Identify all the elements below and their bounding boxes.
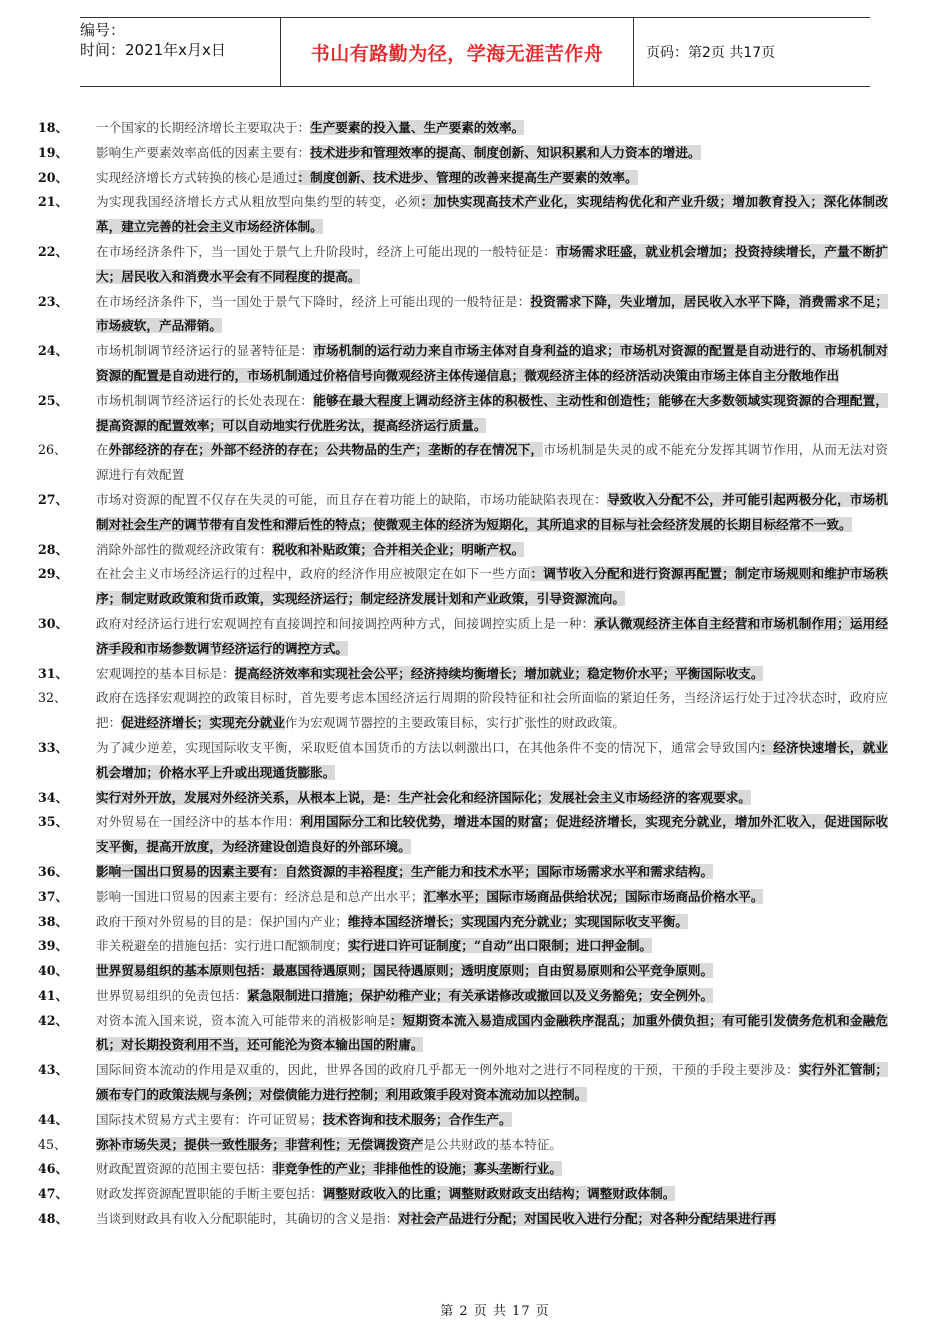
item-number: 36、: [38, 863, 69, 879]
question-text: 国际技术贸易方式主要有：许可证贸易；: [96, 1111, 323, 1127]
item-number: 20、: [38, 169, 69, 185]
answer-highlight: ：调节收入分配和进行资源再配置；制定市场规则和维护市场秩序；制定财政政策和货币政策，实现经济运行；制定经济发展计划和产业政策，引导资源流向。: [96, 566, 889, 607]
item-number: 18、: [38, 120, 69, 135]
question-text: 为实现我国经济增长方式从粗放型向集约型的转变，必须: [96, 194, 421, 210]
list-item: [38, 389, 888, 439]
question-text: 在市场经济条件下，当一国处于景气上升阶段时，经济上可能出现的一般特征是：: [96, 243, 556, 259]
answer-highlight: 技术进步和管理效率的提高、制度创新、知识积累和人力资本的增进。: [310, 144, 701, 160]
item-text: [96, 1182, 888, 1207]
header-meta: [80, 18, 280, 86]
item-text: [96, 339, 888, 389]
item-text: [96, 141, 888, 166]
answer-highlight: 利用国际分工和比较优势，增进本国的财富；促进经济增长，实现充分就业，增加外汇收入，促进国际收支平衡，提高开放度，为经济建设创造良好的外部环境。: [96, 814, 889, 855]
item-number: 44、: [38, 1111, 69, 1127]
list-item: [38, 1133, 888, 1158]
answer-highlight: 非竞争性的产业；非排他性的设施；寡头垄断行业。: [272, 1161, 562, 1177]
answer-highlight: 投资需求下降，失业增加，居民收入水平下降，消费需求不足；市场疲软，产品滞销。: [96, 293, 889, 334]
item-text: [96, 116, 888, 141]
list-item: [38, 810, 888, 860]
item-text: [96, 1133, 888, 1158]
item-number: 35、: [38, 814, 69, 830]
item-number: 24、: [38, 343, 69, 359]
question-text: 市场机制调节经济运行的长处表现在：: [96, 392, 314, 408]
item-number: 19、: [38, 144, 69, 160]
answer-highlight: 承认微观经济主体自主经营和市场机制作用；运用经济手段和市场参数调节经济运行的调控方式。: [96, 615, 889, 656]
list-item: [38, 166, 888, 191]
item-text: [96, 786, 888, 811]
item-text: [96, 686, 888, 736]
item-text: [96, 389, 888, 439]
answer-highlight: 影响一国出口贸易的因素主要有：自然资源的丰裕程度；: [96, 863, 411, 879]
list-item: [38, 959, 888, 984]
item-number: 40、: [38, 963, 69, 979]
answer-highlight: 技术咨询和技术服务；合作生产。: [322, 1111, 512, 1127]
answer-highlight: 对社会产品进行分配；对国民收入进行分配；对各种分配结果进行再: [398, 1211, 777, 1227]
question-text: 政府在选择宏观调控的政策目标时，首先要考虑本国经济运行周期的阶段特征和社会所面临的紧迫任务，当经济运行处于过冷状态时，政府应把：: [96, 690, 888, 731]
item-text: [96, 166, 888, 191]
item-text: [96, 488, 888, 538]
item-text: [96, 810, 888, 860]
item-text: [96, 662, 888, 687]
question-text: 对外贸易在一国经济中的基本作用：: [96, 814, 301, 830]
answer-highlight: 市场需求旺盛，就业机会增加；投资持续增长，产量不断扩大；居民收入和消费水平会有不同程度的提高。: [96, 243, 889, 284]
item-number: 25、: [38, 392, 69, 408]
page-header: [80, 17, 870, 87]
header-page-label: 页码：第2页 共17页: [646, 45, 776, 61]
item-number: 46、: [38, 1161, 69, 1177]
item-number: 31、: [38, 665, 69, 681]
question-text: 当谈到财政具有收入分配职能时，其确切的含义是指：: [96, 1211, 399, 1227]
header-motto: 书山有路勤为径，学海无涯苦作舟: [280, 18, 634, 86]
question-text: 国际间资本流动的作用是双重的，因此，世界各国的政府几乎都无一例外地对之进行不同程度的干预，干预的手段主要涉及：: [96, 1062, 799, 1078]
question-text: 市场对资源的配置不仅存在失灵的可能，而且存在着功能上的缺陷，市场功能缺陷表现在：: [96, 491, 608, 507]
item-text: [96, 190, 888, 240]
list-item: [38, 116, 888, 141]
item-number: 30、: [38, 615, 69, 631]
answer-highlight: ：加快实现高技术产业化，实现结构优化和产业升级；增加教育投入；深化体制改革，建立完善的社会主义市场经济体制。: [96, 194, 889, 235]
answer-highlight: ：短期资本流入易造成国内金融秩序混乱；加重外债负担；有可能引发债务危机和金融危机；对长期投资利用不当，还可能沦为资本输出国的附庸。: [96, 1012, 889, 1053]
question-text: 对资本流入国来说，资本流入可能带来的消极影响是: [96, 1012, 390, 1028]
item-text: [96, 240, 888, 290]
answer-highlight: 促进经济增长；实现充分就业: [121, 715, 285, 731]
answer-highlight: ：经济快速增长，就业机会增加；价格水平上升或出现通货膨胀。: [96, 739, 889, 780]
answer-highlight: 紧急限制进口措施；保护幼稚产业；有关承诺修改或撤回以及义务豁免；安全例外。: [247, 987, 714, 1003]
serial-label: 编号：: [80, 21, 126, 39]
item-text: [96, 736, 888, 786]
item-text: [96, 1058, 888, 1108]
item-number: 48、: [38, 1211, 69, 1227]
question-text: 为了减少逆差，实现国际收支平衡，采取贬值本国货币的方法以刺激出口，在其他条件不变的情况下，通常会导致国内: [96, 739, 761, 755]
list-item: [38, 910, 888, 935]
list-item: [38, 934, 888, 959]
answer-highlight: 提高经济效率和实现社会公平；经济持续均衡增长；增加就业；稳定物价水平；平衡国际收支。: [234, 665, 764, 681]
answer-highlight: 导致收入分配不公，并可能引起两极分化，市场机制对社会生产的调节带有自发性和滞后性的特点；使微观主体的经济为短期化，其所追求的目标与社会经济发展的长期目标经常不一致。: [96, 491, 889, 532]
question-text: 影响一国进口贸易的因素主要有：经济总是和总产出水平；: [96, 888, 424, 904]
question-text: 世界贸易组织的免责包括：: [96, 987, 248, 1003]
question-text: 财政发挥资源配置职能的手断主要包括：: [96, 1186, 323, 1202]
list-item: [38, 1207, 888, 1232]
item-text: [96, 1009, 888, 1059]
item-number: 42、: [38, 1012, 69, 1028]
item-number: 32、: [38, 690, 67, 706]
item-text: [96, 1108, 888, 1133]
list-item: [38, 860, 888, 885]
list-item: [38, 488, 888, 538]
answer-highlight: 生产能力和技术水平；国际市场需求水平和需求结构。: [410, 863, 714, 879]
item-number: 33、: [38, 739, 69, 755]
answer-highlight: 能够在最大程度上调动经济主体的积极性、主动性和创造性；能够在大多数领域实现资源的合理配置，提高资源的配置效率；可以自动地实行优胜劣汰，提高经济运行质量。: [96, 392, 889, 433]
list-item: [38, 240, 888, 290]
item-text: [96, 860, 888, 885]
list-item: [38, 290, 888, 340]
question-text: 影响生产要素效率高低的因素主要有：: [96, 144, 311, 160]
list-item: [38, 786, 888, 811]
item-number: 37、: [38, 888, 69, 904]
item-text: [96, 959, 888, 984]
answer-highlight: 实行外汇管制；颁布专门的政策法规与条例；对偿债能力进行控制；利用政策手段对资本流动加以控制。: [96, 1062, 889, 1103]
list-item: [38, 1009, 888, 1059]
question-text: 政府对经济运行进行宏观调控有直接调控和间接调控两种方式，间接调控实质上是一种：: [96, 615, 595, 631]
list-item: [38, 141, 888, 166]
answer-highlight: 市场机制的运行动力来自市场主体对自身利益的追求；市场机对资源的配置是自动进行的、市场机制对资源的配置是自动进行的，市场机制通过价格信号向微观经济主体传递信息；微观经济主体的经济活动决策由市场主体自主分散地作出: [96, 343, 889, 383]
list-item: [38, 686, 888, 736]
item-number: 34、: [38, 789, 69, 805]
question-text: 宏观调控的基本目标是：: [96, 665, 235, 681]
list-item: [38, 1182, 888, 1207]
question-text: 政府干预对外贸易的目的是：保护国内产业；: [96, 913, 348, 929]
question-text: 在: [96, 442, 109, 458]
item-text: [96, 538, 888, 563]
item-text: [96, 290, 888, 340]
answer-highlight: 维持本国经济增长；实现国内充分就业；实现国际收支平衡。: [347, 913, 688, 929]
question-text: 消除外部性的微观经济政策有：: [96, 541, 273, 557]
item-text: [96, 1207, 888, 1232]
item-number: 43、: [38, 1062, 69, 1078]
answer-highlight: 实行对外开放，发展对外经济关系，从根本上说，是：生产社会化和经济国际化；发展社会主义市场经济的客观要求。: [96, 789, 751, 805]
list-item: [38, 612, 888, 662]
list-item: [38, 538, 888, 563]
item-text: [96, 562, 888, 612]
item-text: [96, 612, 888, 662]
page-footer: 第 2 页 共 17 页: [440, 1304, 550, 1319]
list-item: [38, 984, 888, 1009]
item-text: [96, 934, 888, 959]
question-text: 市场机制是失灵的或不能充分发挥其调节作用，从而无法对资源进行有效配置: [96, 442, 889, 483]
answer-highlight: 税收和补贴政策；合并相关企业；明晰产权。: [272, 541, 525, 557]
answer-highlight: 弥补市场失灵；提供一致性服务；非营利性；无偿调拨资产: [96, 1136, 424, 1152]
question-text: 在市场经济条件下，当一国处于景气下降时，经济上可能出现的一般特征是：: [96, 293, 531, 309]
item-number: 39、: [38, 938, 69, 954]
item-number: 28、: [38, 541, 69, 557]
answer-highlight: 汇率水平；国际市场商品供给状况；国际市场商品价格水平。: [423, 888, 764, 904]
item-number: 21、: [38, 194, 69, 210]
list-item: [38, 1108, 888, 1133]
list-item: [38, 662, 888, 687]
item-number: 23、: [38, 293, 69, 309]
list-item: [38, 1058, 888, 1108]
list-item: [38, 885, 888, 910]
answer-highlight: 世界贸易组织的基本原则包括：最惠国待遇原则；国民待遇原则；透明度原则；自由贸易原则和公平竞争原则。: [96, 963, 714, 979]
question-text: 在社会主义市场经济运行的过程中，政府的经济作用应被限定在如下一些方面: [96, 566, 531, 582]
question-text: 一个国家的长期经济增长主要取决于：: [96, 120, 311, 135]
item-number: 47、: [38, 1186, 69, 1202]
answer-highlight: 实行进口许可证制度；“自动”出口限制；进口押金制。: [347, 938, 653, 954]
answer-highlight: 调整财政收入的比重；调整财政财政支出结构；调整财政体制。: [322, 1186, 676, 1202]
item-number: 27、: [38, 491, 69, 507]
question-text: 非关税避垒的措施包括：实行进口配额制度；: [96, 938, 348, 954]
item-text: [96, 984, 888, 1009]
item-number: 38、: [38, 913, 69, 929]
answer-highlight: ：制度创新、技术进步、管理的改善来提高生产要素的效率。: [297, 169, 638, 185]
item-text: [96, 1157, 888, 1182]
answer-highlight: 外部经济的存在；外部不经济的存在；公共物品的生产；垄断的存在情况下，: [108, 442, 544, 458]
answer-highlight: 生产要素的投入量、生产要素的效率。: [310, 120, 525, 135]
list-item: [38, 190, 888, 240]
question-text: 财政配置资源的范围主要包括：: [96, 1161, 273, 1177]
list-item: [38, 339, 888, 389]
item-number: 41、: [38, 987, 69, 1003]
question-text: 作为宏观调节器控的主要政策目标，实行扩张性的财政政策。: [284, 715, 625, 731]
list-item: [38, 1157, 888, 1182]
question-text: 是公共财政的基本特征。: [423, 1136, 562, 1152]
question-list: [38, 116, 888, 1232]
item-number: 26、: [38, 442, 67, 458]
list-item: [38, 562, 888, 612]
question-text: 实现经济增长方式转换的核心是通过: [96, 169, 298, 185]
item-text: [96, 910, 888, 935]
list-item: [38, 438, 888, 488]
item-text: [96, 438, 888, 488]
item-number: 29、: [38, 566, 69, 582]
item-number: 45、: [38, 1136, 67, 1152]
item-number: 22、: [38, 243, 69, 259]
time-label: 时间：2021年x月x日: [80, 41, 226, 59]
question-text: 市场机制调节经济运行的显著特征是：: [96, 343, 314, 359]
list-item: [38, 736, 888, 786]
item-text: [96, 885, 888, 910]
